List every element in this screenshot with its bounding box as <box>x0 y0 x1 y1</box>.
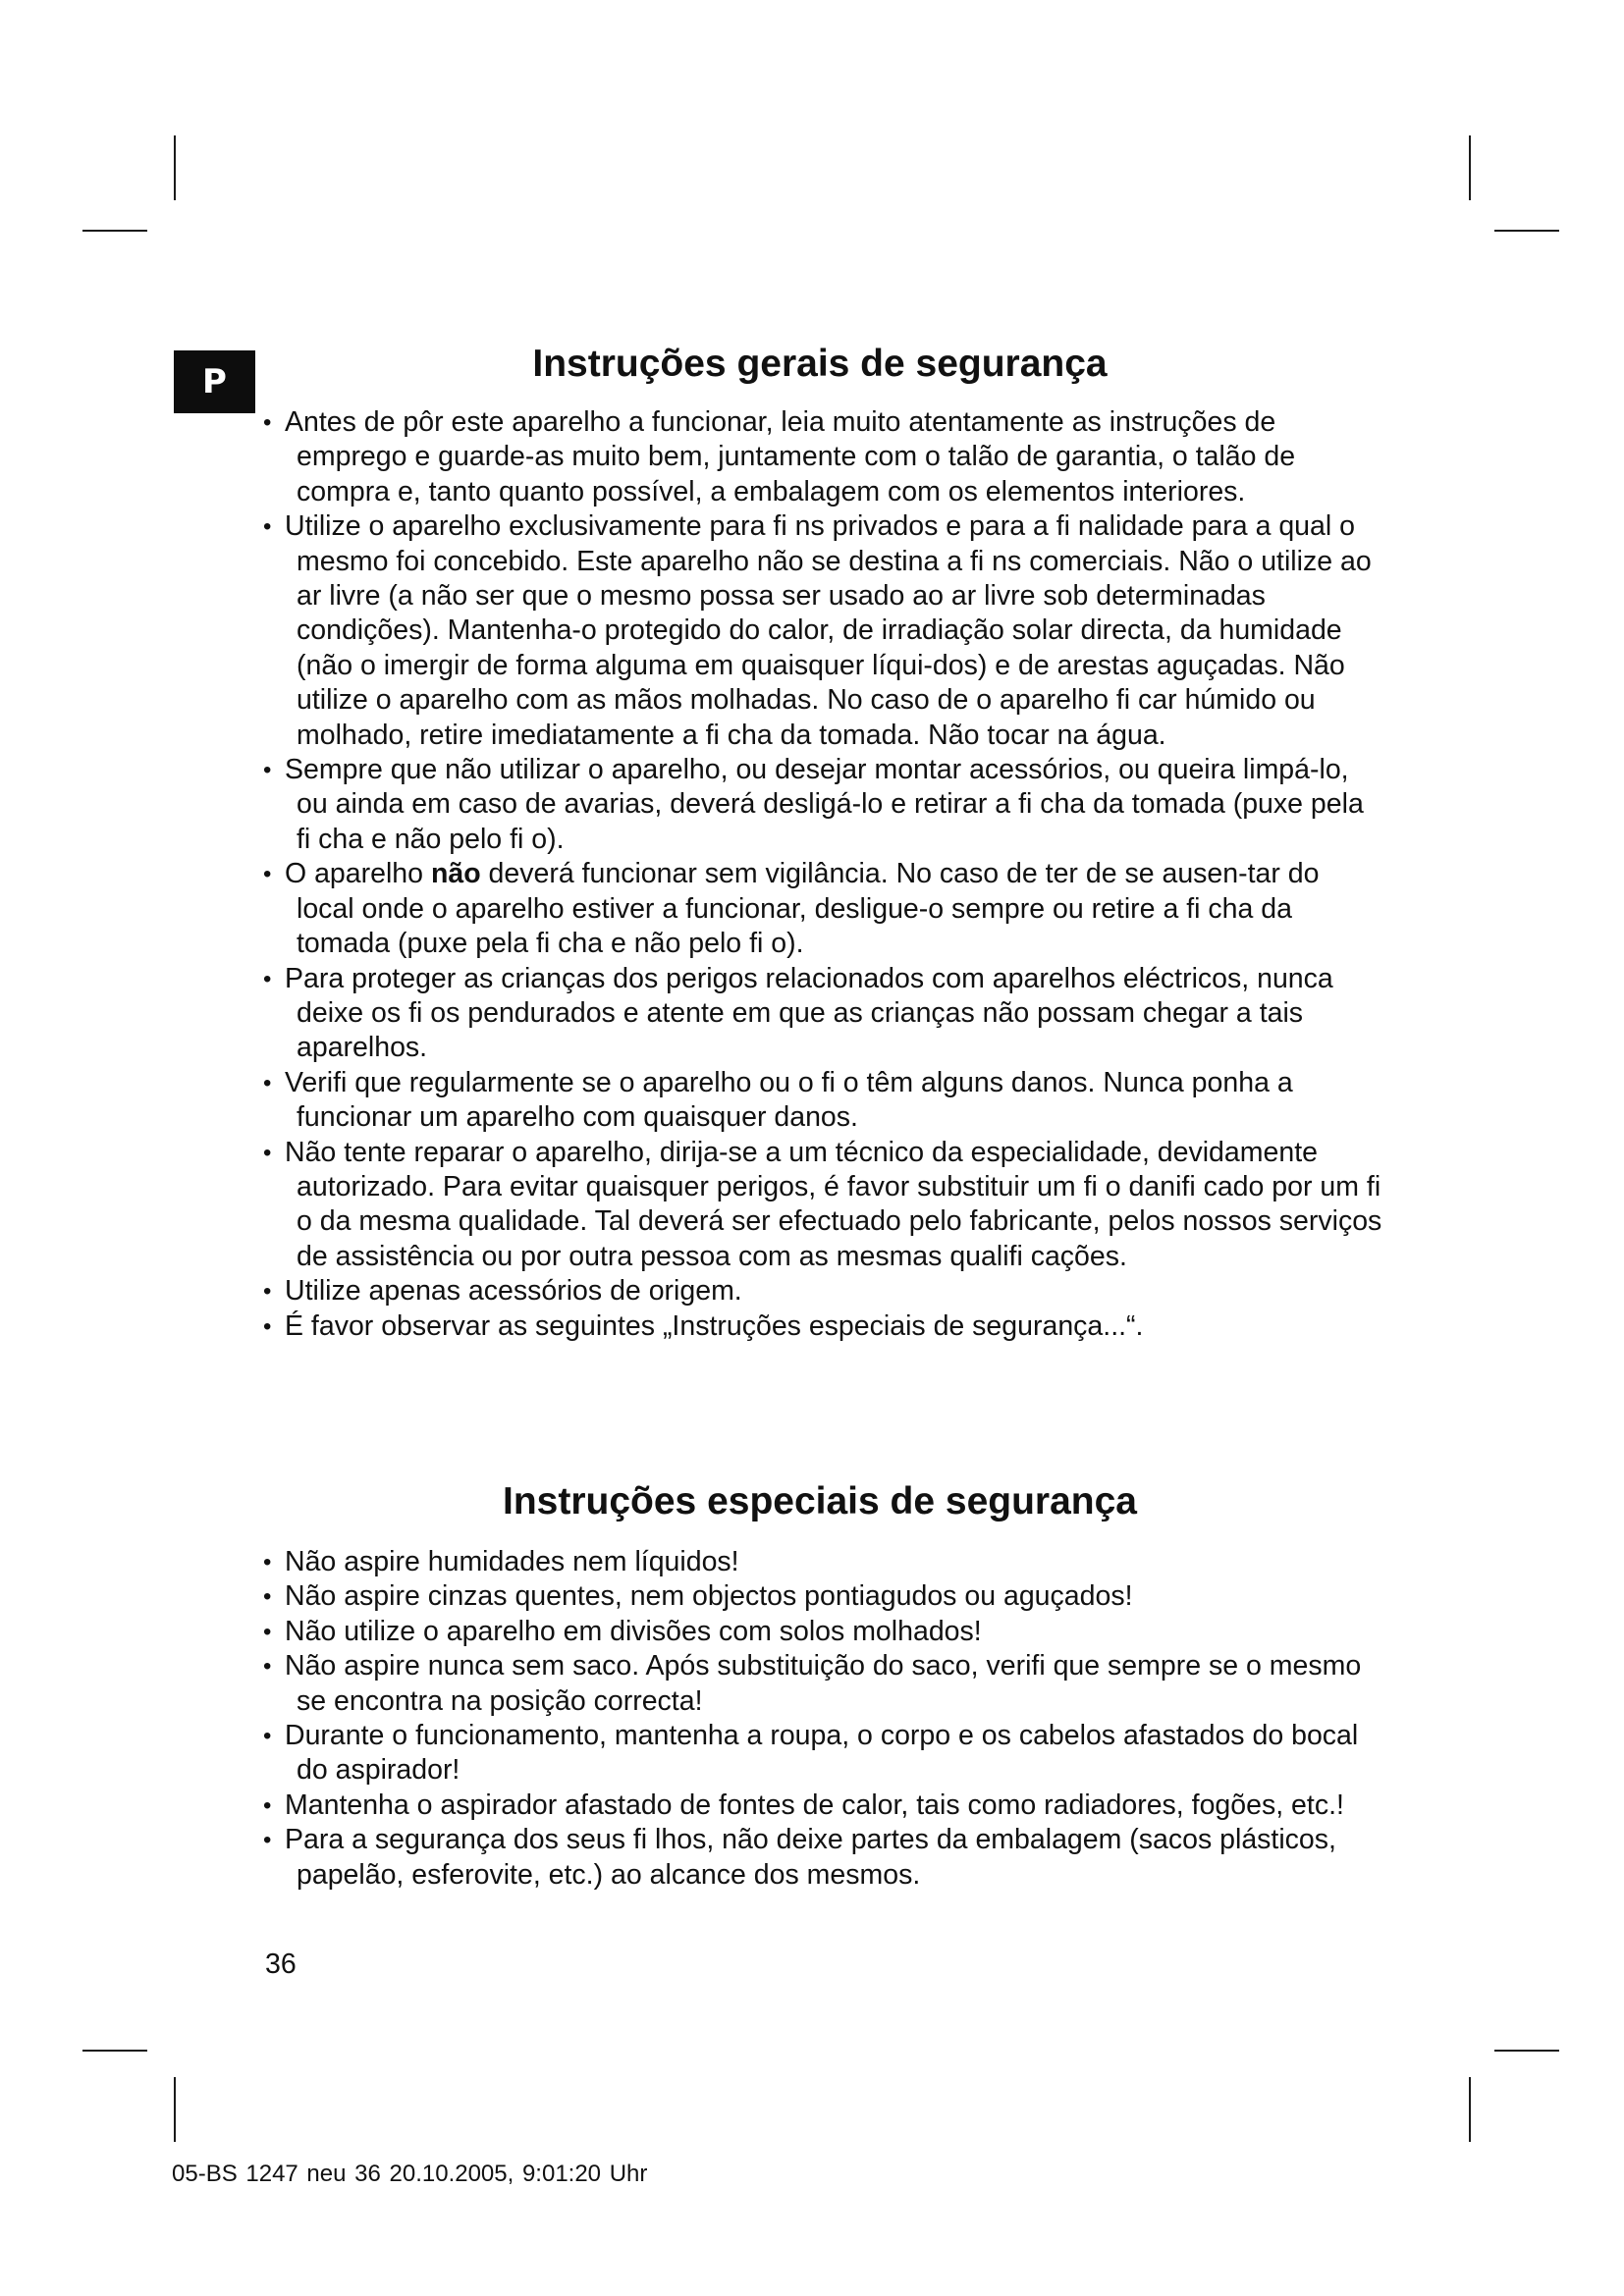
list-item: • Não tente reparar o aparelho, dirija-se a um técnico da especialidade, devidamente autorizado. Para evitar quaisquer perigos, é favor substituir um fi o danifi cado por um fi o da mesma qualidade. Tal deverá ser efectuado pelo fabricante, pelos nossos serviços de assistência ou por outra pessoa com as mesmas qualifi cações. <box>263 1136 1382 1272</box>
list-item: • Sempre que não utilizar o aparelho, ou desejar montar acessórios, ou queira limpá-lo, ou ainda em caso de avarias, deverá desligá-lo e retirar a fi cha da tomada (puxe pela fi cha e não pelo fi o). <box>263 754 1364 855</box>
language-tab: P <box>174 350 255 413</box>
bullet-icon: • <box>263 1278 272 1306</box>
bullet-icon: • <box>263 409 272 436</box>
list-item: • Verifi que regularmente se o aparelho ou o fi o têm alguns danos. Nunca ponha a funcionar um aparelho com quaisquer danos. <box>263 1066 1293 1134</box>
crop-mark-bottom-right-horizontal <box>1494 2050 1559 2052</box>
list-item: • Não aspire cinzas quentes, nem objectos pontiagudos ou aguçados! <box>265 1579 1384 1614</box>
list-item: • Não aspire nunca sem saco. Após substituição do saco, verifi que sempre se o mesmo se encontra na posição correcta! <box>263 1650 1362 1717</box>
crop-mark-bottom-left-vertical <box>174 2077 176 2142</box>
list-item: • Mantenha o aspirador afastado de fontes de calor, tais como radiadores, fogões, etc.! <box>265 1789 1384 1823</box>
page-number: 36 <box>265 1949 297 1980</box>
list-item: • Durante o funcionamento, mantenha a roupa, o corpo e os cabelos afastados do bocal do aspirador! <box>263 1720 1359 1787</box>
bullet-icon: • <box>263 513 272 541</box>
bullet-icon: • <box>263 861 272 888</box>
bullet-icon: • <box>263 757 272 784</box>
list-item: • O aparelho não deverá funcionar sem vigilância. No caso de ter de se ausen-tar do local onde o aparelho estiver a funcionar, desligue-o sempre ou retire a fi cha da tomada (puxe pela fi cha e não pelo fi o). <box>263 858 1320 960</box>
emphasis-text: não <box>430 858 481 890</box>
general-safety-heading: Instruções gerais de segurança <box>532 343 1108 385</box>
crop-mark-top-left-vertical <box>174 135 176 200</box>
list-item: • É favor observar as seguintes „Instruções especiais de segurança...“. <box>265 1309 1384 1344</box>
bullet-icon: • <box>263 1618 272 1645</box>
bullet-icon: • <box>263 1827 272 1854</box>
crop-mark-top-left-horizontal <box>82 230 147 232</box>
bullet-icon: • <box>263 1583 272 1611</box>
list-item: • Utilize o aparelho exclusivamente para fi ns privados e para a fi nalidade para a qual o mesmo foi concebido. Este aparelho não se destina a fi ns comerciais. Não o utilize ao ar livre (a não ser que o mesmo possa ser usado ao ar livre sob determinadas condições). Mantenha-o protegido do calor, de irradiação solar directa, da humidade (não o imergir de forma alguma em quaisquer líqui-dos) e de arestas aguçadas. Não utilize o aparelho com as mãos molhadas. No caso de o aparelho fi car húmido ou molhado, retire imediatamente a fi cha da tomada. Não tocar na água. <box>263 510 1372 751</box>
special-safety-heading: Instruções especiais de segurança <box>503 1480 1137 1522</box>
general-safety-list <box>265 405 1384 1344</box>
list-item: • Utilize apenas acessórios de origem. <box>265 1274 1384 1308</box>
list-item: • Não aspire humidades nem líquidos! <box>265 1545 1384 1579</box>
bullet-icon: • <box>263 1791 272 1819</box>
bullet-icon: • <box>263 1069 272 1096</box>
list-item: • Antes de pôr este aparelho a funcionar, leia muito atentamente as instruções de emprego e guarde-as muito bem, juntamente com o talão de garantia, o talão de compra e, tanto quanto possível, a embalagem com os elementos interiores. <box>263 406 1296 507</box>
bullet-icon: • <box>263 1723 272 1750</box>
crop-mark-top-right-horizontal <box>1494 230 1559 232</box>
print-imprint: 05-BS 1247 neu 36 20.10.2005, 9:01:20 Uhr <box>172 2161 648 2187</box>
list-item: • Para a segurança dos seus fi lhos, não deixe partes da embalagem (sacos plásticos, papelão, esferovite, etc.) ao alcance dos mesmos. <box>263 1824 1336 1891</box>
special-safety-list <box>265 1545 1384 1893</box>
crop-mark-bottom-left-horizontal <box>82 2050 147 2052</box>
bullet-icon: • <box>263 1549 272 1575</box>
crop-mark-bottom-right-vertical <box>1469 2077 1471 2142</box>
list-item: • Para proteger as crianças dos perigos relacionados com aparelhos eléctricos, nunca deixe os fi os pendurados e atente em que as crianças não possam chegar a tais aparelhos. <box>263 962 1333 1064</box>
bullet-icon: • <box>263 1312 272 1340</box>
bullet-icon: • <box>263 1653 272 1681</box>
crop-mark-top-right-vertical <box>1469 135 1471 200</box>
bullet-icon: • <box>263 1139 272 1166</box>
list-item: • Não utilize o aparelho em divisões com solos molhados! <box>265 1615 1384 1649</box>
bullet-icon: • <box>263 965 272 992</box>
